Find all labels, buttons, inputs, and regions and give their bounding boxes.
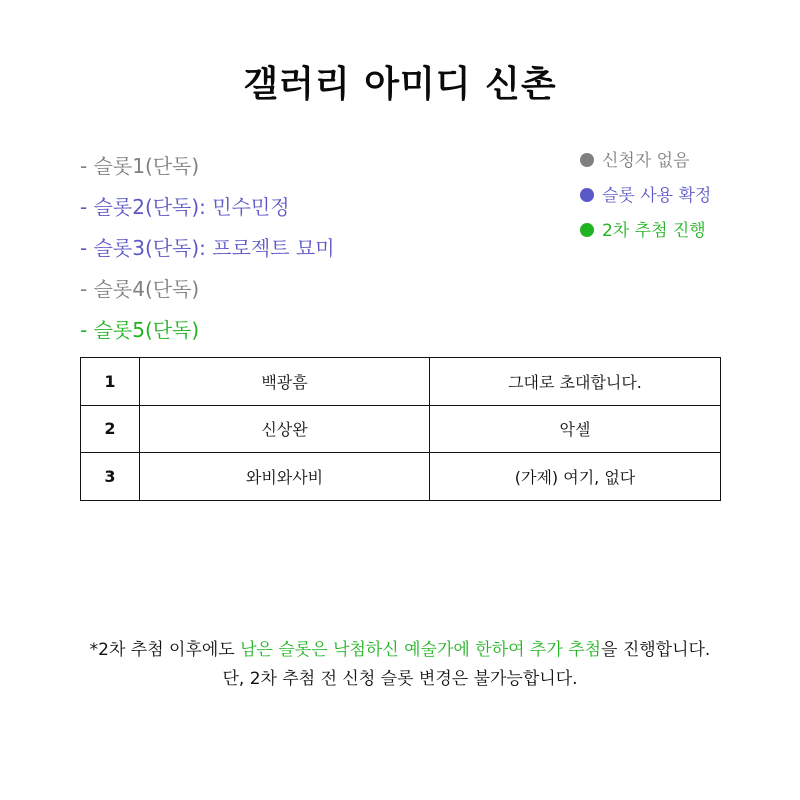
- legend-label: 신청자 없음: [602, 151, 690, 171]
- status-dot-icon: [580, 188, 594, 202]
- slot-item: - 슬롯3(단독): 프로젝트 묘미: [80, 236, 335, 260]
- slot-item: - 슬롯4(단독): [80, 277, 200, 301]
- exhibition-title: 악셀: [430, 405, 721, 453]
- page-title: 갤러리 아미디 신촌: [243, 64, 557, 105]
- table-row: [81, 453, 721, 501]
- notice-suffix: 을 진행합니다.: [601, 640, 711, 660]
- exhibition-title: (가제) 여기, 없다: [430, 453, 721, 501]
- slot-item: - 슬롯1(단독): [80, 154, 200, 178]
- slot-list: [80, 146, 335, 351]
- status-legend: [580, 148, 711, 253]
- table-row: [81, 405, 721, 453]
- row-number: 3: [81, 453, 140, 501]
- legend-item: [580, 218, 711, 253]
- row-number: 2: [81, 405, 140, 453]
- status-dot-icon: [580, 223, 594, 237]
- artist-name: 백광흠: [140, 358, 430, 406]
- legend-item: [580, 148, 711, 183]
- legend-label: 슬롯 사용 확정: [602, 186, 712, 206]
- status-dot-icon: [580, 153, 594, 167]
- artist-name: 와비와사비: [140, 453, 430, 501]
- legend-item: [580, 183, 711, 218]
- legend-label: 2차 추첨 진행: [602, 221, 706, 241]
- slot-item: - 슬롯5(단독): [80, 318, 200, 342]
- notice-line-2: 단, 2차 추첨 전 신청 슬롯 변경은 불가능합니다.: [222, 669, 578, 689]
- slot-item: - 슬롯2(단독): 민수민정: [80, 195, 290, 219]
- notice: [0, 636, 800, 694]
- table-row: [81, 358, 721, 406]
- notice-highlight: 남은 슬롯은 낙첨하신 예술가에 한하여 추가 추첨: [240, 640, 601, 660]
- artist-name: 신상완: [140, 405, 430, 453]
- applicant-table: [80, 357, 721, 501]
- notice-prefix: *2차 추첨 이후에도: [89, 640, 241, 660]
- notice-line-1: [0, 636, 800, 665]
- exhibition-title: 그대로 초대합니다.: [430, 358, 721, 406]
- row-number: 1: [81, 358, 140, 406]
